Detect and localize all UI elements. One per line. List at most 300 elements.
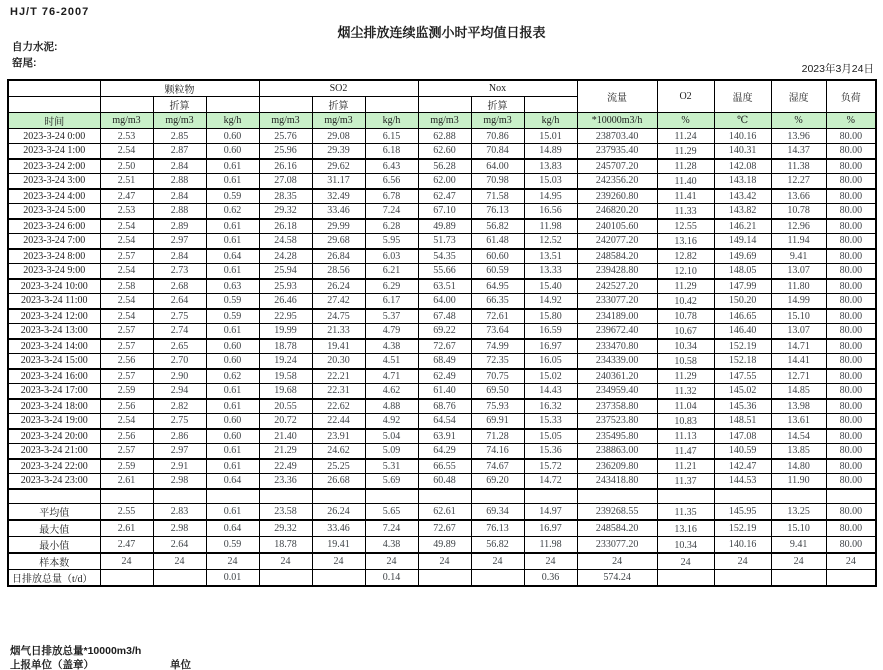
value-cell — [771, 489, 826, 504]
value-cell: 2.83 — [153, 504, 206, 521]
value-cell: 10.42 — [657, 294, 714, 309]
value-cell: 0.61 — [206, 324, 259, 339]
value-cell: 70.98 — [471, 174, 524, 189]
data-row — [8, 399, 876, 414]
data-row — [8, 444, 876, 459]
value-cell: 29.32 — [259, 204, 312, 219]
value-cell: 29.68 — [312, 234, 365, 249]
value-cell: 6.15 — [365, 129, 418, 144]
value-cell: 54.35 — [418, 249, 471, 264]
value-cell: 248584.20 — [577, 249, 657, 264]
value-cell: 2.54 — [100, 309, 153, 324]
value-cell: 24 — [365, 553, 418, 570]
value-cell: 29.39 — [312, 144, 365, 159]
value-cell: 13.16 — [657, 234, 714, 249]
value-cell: 25.93 — [259, 279, 312, 294]
value-cell: 140.59 — [714, 444, 771, 459]
value-cell: 2.64 — [153, 294, 206, 309]
value-cell: 64.54 — [418, 414, 471, 429]
value-cell: 148.05 — [714, 264, 771, 279]
value-cell: 2.75 — [153, 309, 206, 324]
value-cell: 12.82 — [657, 249, 714, 264]
value-cell: 11.98 — [524, 219, 577, 234]
value-cell: 26.84 — [312, 249, 365, 264]
value-cell: 61.40 — [418, 384, 471, 399]
value-cell: 245707.20 — [577, 159, 657, 174]
unit-cell: mg/m3 — [153, 113, 206, 129]
value-cell: 10.34 — [657, 537, 714, 554]
value-cell: 18.78 — [259, 339, 312, 354]
value-cell: 60.59 — [471, 264, 524, 279]
value-cell: 0.61 — [206, 504, 259, 521]
unit-cell: mg/m3 — [312, 113, 365, 129]
value-cell: 74.99 — [471, 339, 524, 354]
value-cell: 0.61 — [206, 459, 259, 474]
value-cell: 146.40 — [714, 324, 771, 339]
value-cell: 70.84 — [471, 144, 524, 159]
data-row — [8, 309, 876, 324]
value-cell: 5.95 — [365, 234, 418, 249]
footer-flow-total-note: 烟气日排放总量*10000m3/h — [10, 645, 142, 657]
converted-header: 折算 — [471, 97, 524, 113]
value-cell: 2.61 — [100, 474, 153, 489]
value-cell: 11.33 — [657, 204, 714, 219]
value-cell — [471, 570, 524, 587]
value-cell: 235495.80 — [577, 429, 657, 444]
value-cell: 12.55 — [657, 219, 714, 234]
value-cell: 25.25 — [312, 459, 365, 474]
value-cell: 16.97 — [524, 520, 577, 537]
value-cell: 6.43 — [365, 159, 418, 174]
row-label-cell: 最小值 — [8, 537, 100, 554]
value-cell — [826, 570, 876, 587]
value-cell: 66.55 — [418, 459, 471, 474]
data-row — [8, 414, 876, 429]
value-cell: 248584.20 — [577, 520, 657, 537]
value-cell: 10.78 — [771, 204, 826, 219]
value-cell: 2.50 — [100, 159, 153, 174]
blank-cell — [206, 97, 259, 113]
value-cell: 69.34 — [471, 504, 524, 521]
corner-cell — [8, 80, 100, 97]
value-cell: 72.67 — [418, 339, 471, 354]
value-cell: 2.65 — [153, 339, 206, 354]
value-cell: 20.55 — [259, 399, 312, 414]
data-row — [8, 159, 876, 174]
blank-cell — [524, 97, 577, 113]
value-cell: 56.28 — [418, 159, 471, 174]
value-cell: 14.54 — [771, 429, 826, 444]
value-cell: 0.61 — [206, 219, 259, 234]
value-cell: 73.64 — [471, 324, 524, 339]
value-cell — [657, 570, 714, 587]
report-table-body — [8, 129, 876, 587]
value-cell: 11.21 — [657, 459, 714, 474]
value-cell: 80.00 — [826, 234, 876, 249]
value-cell: 24 — [524, 553, 577, 570]
value-cell: 14.80 — [771, 459, 826, 474]
value-cell: 80.00 — [826, 219, 876, 234]
blank-cell — [365, 97, 418, 113]
value-cell: 15.10 — [771, 520, 826, 537]
value-cell: 80.00 — [826, 474, 876, 489]
value-cell — [100, 570, 153, 587]
time-header: 时间 — [8, 113, 100, 129]
value-cell: 80.00 — [826, 354, 876, 369]
unit-cell: mg/m3 — [259, 113, 312, 129]
value-cell: 25.94 — [259, 264, 312, 279]
row-label-cell: 2023-3-24 2:00 — [8, 159, 100, 174]
value-cell: 150.20 — [714, 294, 771, 309]
data-row — [8, 234, 876, 249]
value-cell: 80.00 — [826, 264, 876, 279]
value-cell: 13.07 — [771, 324, 826, 339]
value-cell: 64.95 — [471, 279, 524, 294]
standard-code: HJ/T 76-2007 — [10, 6, 90, 18]
value-cell: 10.67 — [657, 324, 714, 339]
value-cell: 2.97 — [153, 234, 206, 249]
value-cell: 24 — [471, 553, 524, 570]
value-cell: 149.69 — [714, 249, 771, 264]
value-cell: 142.08 — [714, 159, 771, 174]
value-cell — [259, 570, 312, 587]
value-cell: 13.16 — [657, 520, 714, 537]
value-cell: 2.59 — [100, 459, 153, 474]
value-cell: 239428.80 — [577, 264, 657, 279]
value-cell: 0.64 — [206, 474, 259, 489]
value-cell: 24 — [771, 553, 826, 570]
value-cell: 63.51 — [418, 279, 471, 294]
value-cell: 236209.80 — [577, 459, 657, 474]
value-cell: 21.33 — [312, 324, 365, 339]
value-cell: 22.21 — [312, 369, 365, 384]
value-cell: 29.08 — [312, 129, 365, 144]
value-cell: 15.72 — [524, 459, 577, 474]
value-cell: 4.38 — [365, 339, 418, 354]
value-cell: 61.48 — [471, 234, 524, 249]
value-cell: 574.24 — [577, 570, 657, 587]
value-cell: 72.67 — [418, 520, 471, 537]
value-cell: 29.62 — [312, 159, 365, 174]
value-cell: 24 — [657, 553, 714, 570]
value-cell: 2.89 — [153, 219, 206, 234]
value-cell: 80.00 — [826, 204, 876, 219]
value-cell: 6.18 — [365, 144, 418, 159]
value-cell: 11.94 — [771, 234, 826, 249]
value-cell: 145.02 — [714, 384, 771, 399]
value-cell: 0.64 — [206, 249, 259, 264]
value-cell: 2.73 — [153, 264, 206, 279]
value-cell: 80.00 — [826, 444, 876, 459]
value-cell: 14.89 — [524, 144, 577, 159]
value-cell: 24 — [577, 553, 657, 570]
value-cell: 9.41 — [771, 537, 826, 554]
value-cell: 6.03 — [365, 249, 418, 264]
value-cell: 64.00 — [418, 294, 471, 309]
value-cell: 4.79 — [365, 324, 418, 339]
value-cell: 5.09 — [365, 444, 418, 459]
data-row — [8, 129, 876, 144]
value-cell: 2.87 — [153, 144, 206, 159]
value-cell — [657, 489, 714, 504]
value-cell: 71.58 — [471, 189, 524, 204]
value-cell: 33.46 — [312, 520, 365, 537]
value-cell: 62.61 — [418, 504, 471, 521]
value-cell: 15.80 — [524, 309, 577, 324]
value-cell: 26.68 — [312, 474, 365, 489]
row-label-cell: 样本数 — [8, 553, 100, 570]
value-cell: 234189.00 — [577, 309, 657, 324]
row-label-cell: 2023-3-24 4:00 — [8, 189, 100, 204]
row-label-cell: 2023-3-24 12:00 — [8, 309, 100, 324]
row-label-cell: 2023-3-24 18:00 — [8, 399, 100, 414]
value-cell: 11.04 — [657, 399, 714, 414]
value-cell: 0.01 — [206, 570, 259, 587]
value-cell: 64.29 — [418, 444, 471, 459]
value-cell: 24 — [100, 553, 153, 570]
data-row — [8, 204, 876, 219]
value-cell: 145.36 — [714, 399, 771, 414]
value-cell: 14.85 — [771, 384, 826, 399]
value-cell: 15.40 — [524, 279, 577, 294]
value-cell: 2.47 — [100, 189, 153, 204]
value-cell: 32.49 — [312, 189, 365, 204]
value-cell: 0.62 — [206, 369, 259, 384]
value-cell: 19.99 — [259, 324, 312, 339]
value-cell: 80.00 — [826, 249, 876, 264]
value-cell: 80.00 — [826, 159, 876, 174]
data-row — [8, 369, 876, 384]
value-cell: 246820.20 — [577, 204, 657, 219]
data-row — [8, 474, 876, 489]
value-cell: 24.28 — [259, 249, 312, 264]
value-cell: 2.84 — [153, 189, 206, 204]
value-cell — [714, 489, 771, 504]
row-label-cell: 2023-3-24 5:00 — [8, 204, 100, 219]
value-cell: 80.00 — [826, 459, 876, 474]
value-cell: 2.54 — [100, 219, 153, 234]
data-row — [8, 189, 876, 204]
value-cell: 10.78 — [657, 309, 714, 324]
value-cell: 80.00 — [826, 129, 876, 144]
value-cell: 2.82 — [153, 399, 206, 414]
row-label-cell: 2023-3-24 13:00 — [8, 324, 100, 339]
data-row — [8, 264, 876, 279]
value-cell: 80.00 — [826, 144, 876, 159]
value-cell: 11.38 — [771, 159, 826, 174]
value-cell: 2.55 — [100, 504, 153, 521]
value-cell: 234339.00 — [577, 354, 657, 369]
value-cell: 25.96 — [259, 144, 312, 159]
value-cell: 239260.80 — [577, 189, 657, 204]
value-cell: 18.78 — [259, 537, 312, 554]
value-cell: 62.60 — [418, 144, 471, 159]
value-cell: 24.75 — [312, 309, 365, 324]
value-cell: 15.03 — [524, 174, 577, 189]
data-row — [8, 294, 876, 309]
value-cell: 11.29 — [657, 369, 714, 384]
value-cell: 6.29 — [365, 279, 418, 294]
value-cell: 238863.00 — [577, 444, 657, 459]
header-load: 负荷 — [826, 80, 876, 113]
value-cell: 2.98 — [153, 520, 206, 537]
value-cell: 238703.40 — [577, 129, 657, 144]
data-row — [8, 249, 876, 264]
value-cell: 2.59 — [100, 384, 153, 399]
data-row — [8, 384, 876, 399]
value-cell: 80.00 — [826, 369, 876, 384]
unit-cell: % — [826, 113, 876, 129]
value-cell: 16.97 — [524, 339, 577, 354]
value-cell: 24 — [153, 553, 206, 570]
value-cell: 2.53 — [100, 129, 153, 144]
value-cell: 242356.20 — [577, 174, 657, 189]
row-label-cell: 2023-3-24 7:00 — [8, 234, 100, 249]
value-cell: 243418.80 — [577, 474, 657, 489]
value-cell: 2.54 — [100, 294, 153, 309]
value-cell: 64.00 — [471, 159, 524, 174]
row-label-cell: 平均值 — [8, 504, 100, 521]
value-cell: 143.42 — [714, 189, 771, 204]
value-cell: 13.61 — [771, 414, 826, 429]
value-cell: 23.91 — [312, 429, 365, 444]
value-cell: 11.47 — [657, 444, 714, 459]
value-cell: 146.21 — [714, 219, 771, 234]
value-cell: 0.60 — [206, 354, 259, 369]
row-label-cell: 2023-3-24 14:00 — [8, 339, 100, 354]
value-cell: 11.29 — [657, 279, 714, 294]
value-cell: 56.82 — [471, 219, 524, 234]
value-cell: 14.41 — [771, 354, 826, 369]
value-cell: 27.08 — [259, 174, 312, 189]
value-cell: 0.64 — [206, 520, 259, 537]
value-cell: 2.53 — [100, 204, 153, 219]
value-cell: 2.61 — [100, 520, 153, 537]
value-cell — [471, 489, 524, 504]
value-cell: 11.98 — [524, 537, 577, 554]
value-cell — [312, 489, 365, 504]
value-cell: 2.54 — [100, 144, 153, 159]
value-cell: 80.00 — [826, 504, 876, 521]
value-cell: 80.00 — [826, 324, 876, 339]
value-cell: 14.71 — [771, 339, 826, 354]
value-cell: 0.36 — [524, 570, 577, 587]
value-cell: 31.17 — [312, 174, 365, 189]
value-cell: 2.98 — [153, 474, 206, 489]
value-cell: 14.37 — [771, 144, 826, 159]
data-row — [8, 339, 876, 354]
value-cell: 29.99 — [312, 219, 365, 234]
value-cell: 149.14 — [714, 234, 771, 249]
unit-cell: % — [771, 113, 826, 129]
value-cell: 5.65 — [365, 504, 418, 521]
value-cell: 7.24 — [365, 204, 418, 219]
value-cell: 147.99 — [714, 279, 771, 294]
data-row — [8, 459, 876, 474]
value-cell: 70.75 — [471, 369, 524, 384]
value-cell: 67.10 — [418, 204, 471, 219]
footer-unit-label: 单位 — [170, 659, 191, 670]
header-row-units — [8, 113, 876, 129]
value-cell: 146.65 — [714, 309, 771, 324]
value-cell: 152.18 — [714, 354, 771, 369]
value-cell: 15.33 — [524, 414, 577, 429]
value-cell: 147.08 — [714, 429, 771, 444]
value-cell: 2.75 — [153, 414, 206, 429]
value-cell: 27.42 — [312, 294, 365, 309]
row-label-cell: 最大值 — [8, 520, 100, 537]
value-cell: 15.05 — [524, 429, 577, 444]
footer-report-unit: 上报单位（盖章） — [10, 659, 94, 670]
value-cell: 2.56 — [100, 429, 153, 444]
value-cell — [312, 570, 365, 587]
value-cell: 22.95 — [259, 309, 312, 324]
header-temperature: 温度 — [714, 80, 771, 113]
value-cell: 24.58 — [259, 234, 312, 249]
value-cell: 11.28 — [657, 159, 714, 174]
row-label-cell: 日排放总量（t/d） — [8, 570, 100, 587]
value-cell: 56.82 — [471, 537, 524, 554]
value-cell: 80.00 — [826, 384, 876, 399]
data-row — [8, 324, 876, 339]
value-cell: 62.49 — [418, 369, 471, 384]
row-label-cell: 2023-3-24 17:00 — [8, 384, 100, 399]
value-cell: 80.00 — [826, 309, 876, 324]
value-cell: 70.86 — [471, 129, 524, 144]
group-header-so2: SO2 — [259, 80, 418, 97]
value-cell: 2.68 — [153, 279, 206, 294]
value-cell: 0.60 — [206, 129, 259, 144]
monitor-point: 窑尾: — [12, 57, 37, 69]
value-cell: 62.47 — [418, 189, 471, 204]
value-cell: 0.61 — [206, 384, 259, 399]
summary-row — [8, 520, 876, 537]
value-cell: 2.88 — [153, 204, 206, 219]
value-cell — [714, 570, 771, 587]
value-cell: 143.18 — [714, 174, 771, 189]
value-cell: 5.69 — [365, 474, 418, 489]
unit-cell: mg/m3 — [418, 113, 471, 129]
value-cell: 6.21 — [365, 264, 418, 279]
value-cell: 0.59 — [206, 537, 259, 554]
value-cell: 21.40 — [259, 429, 312, 444]
summary-row — [8, 537, 876, 554]
value-cell: 12.27 — [771, 174, 826, 189]
value-cell — [418, 570, 471, 587]
value-cell: 24 — [714, 553, 771, 570]
value-cell: 2.58 — [100, 279, 153, 294]
value-cell — [418, 489, 471, 504]
value-cell: 143.82 — [714, 204, 771, 219]
value-cell: 7.24 — [365, 520, 418, 537]
value-cell: 140.16 — [714, 129, 771, 144]
header-humidity: 湿度 — [771, 80, 826, 113]
value-cell: 2.57 — [100, 249, 153, 264]
value-cell: 2.97 — [153, 444, 206, 459]
value-cell — [259, 489, 312, 504]
value-cell: 20.72 — [259, 414, 312, 429]
value-cell: 13.66 — [771, 189, 826, 204]
value-cell: 0.59 — [206, 309, 259, 324]
value-cell: 148.51 — [714, 414, 771, 429]
header-o2: O2 — [657, 80, 714, 113]
value-cell: 71.28 — [471, 429, 524, 444]
value-cell: 4.71 — [365, 369, 418, 384]
value-cell: 15.02 — [524, 369, 577, 384]
value-cell — [206, 489, 259, 504]
summary-row — [8, 570, 876, 587]
value-cell: 15.36 — [524, 444, 577, 459]
